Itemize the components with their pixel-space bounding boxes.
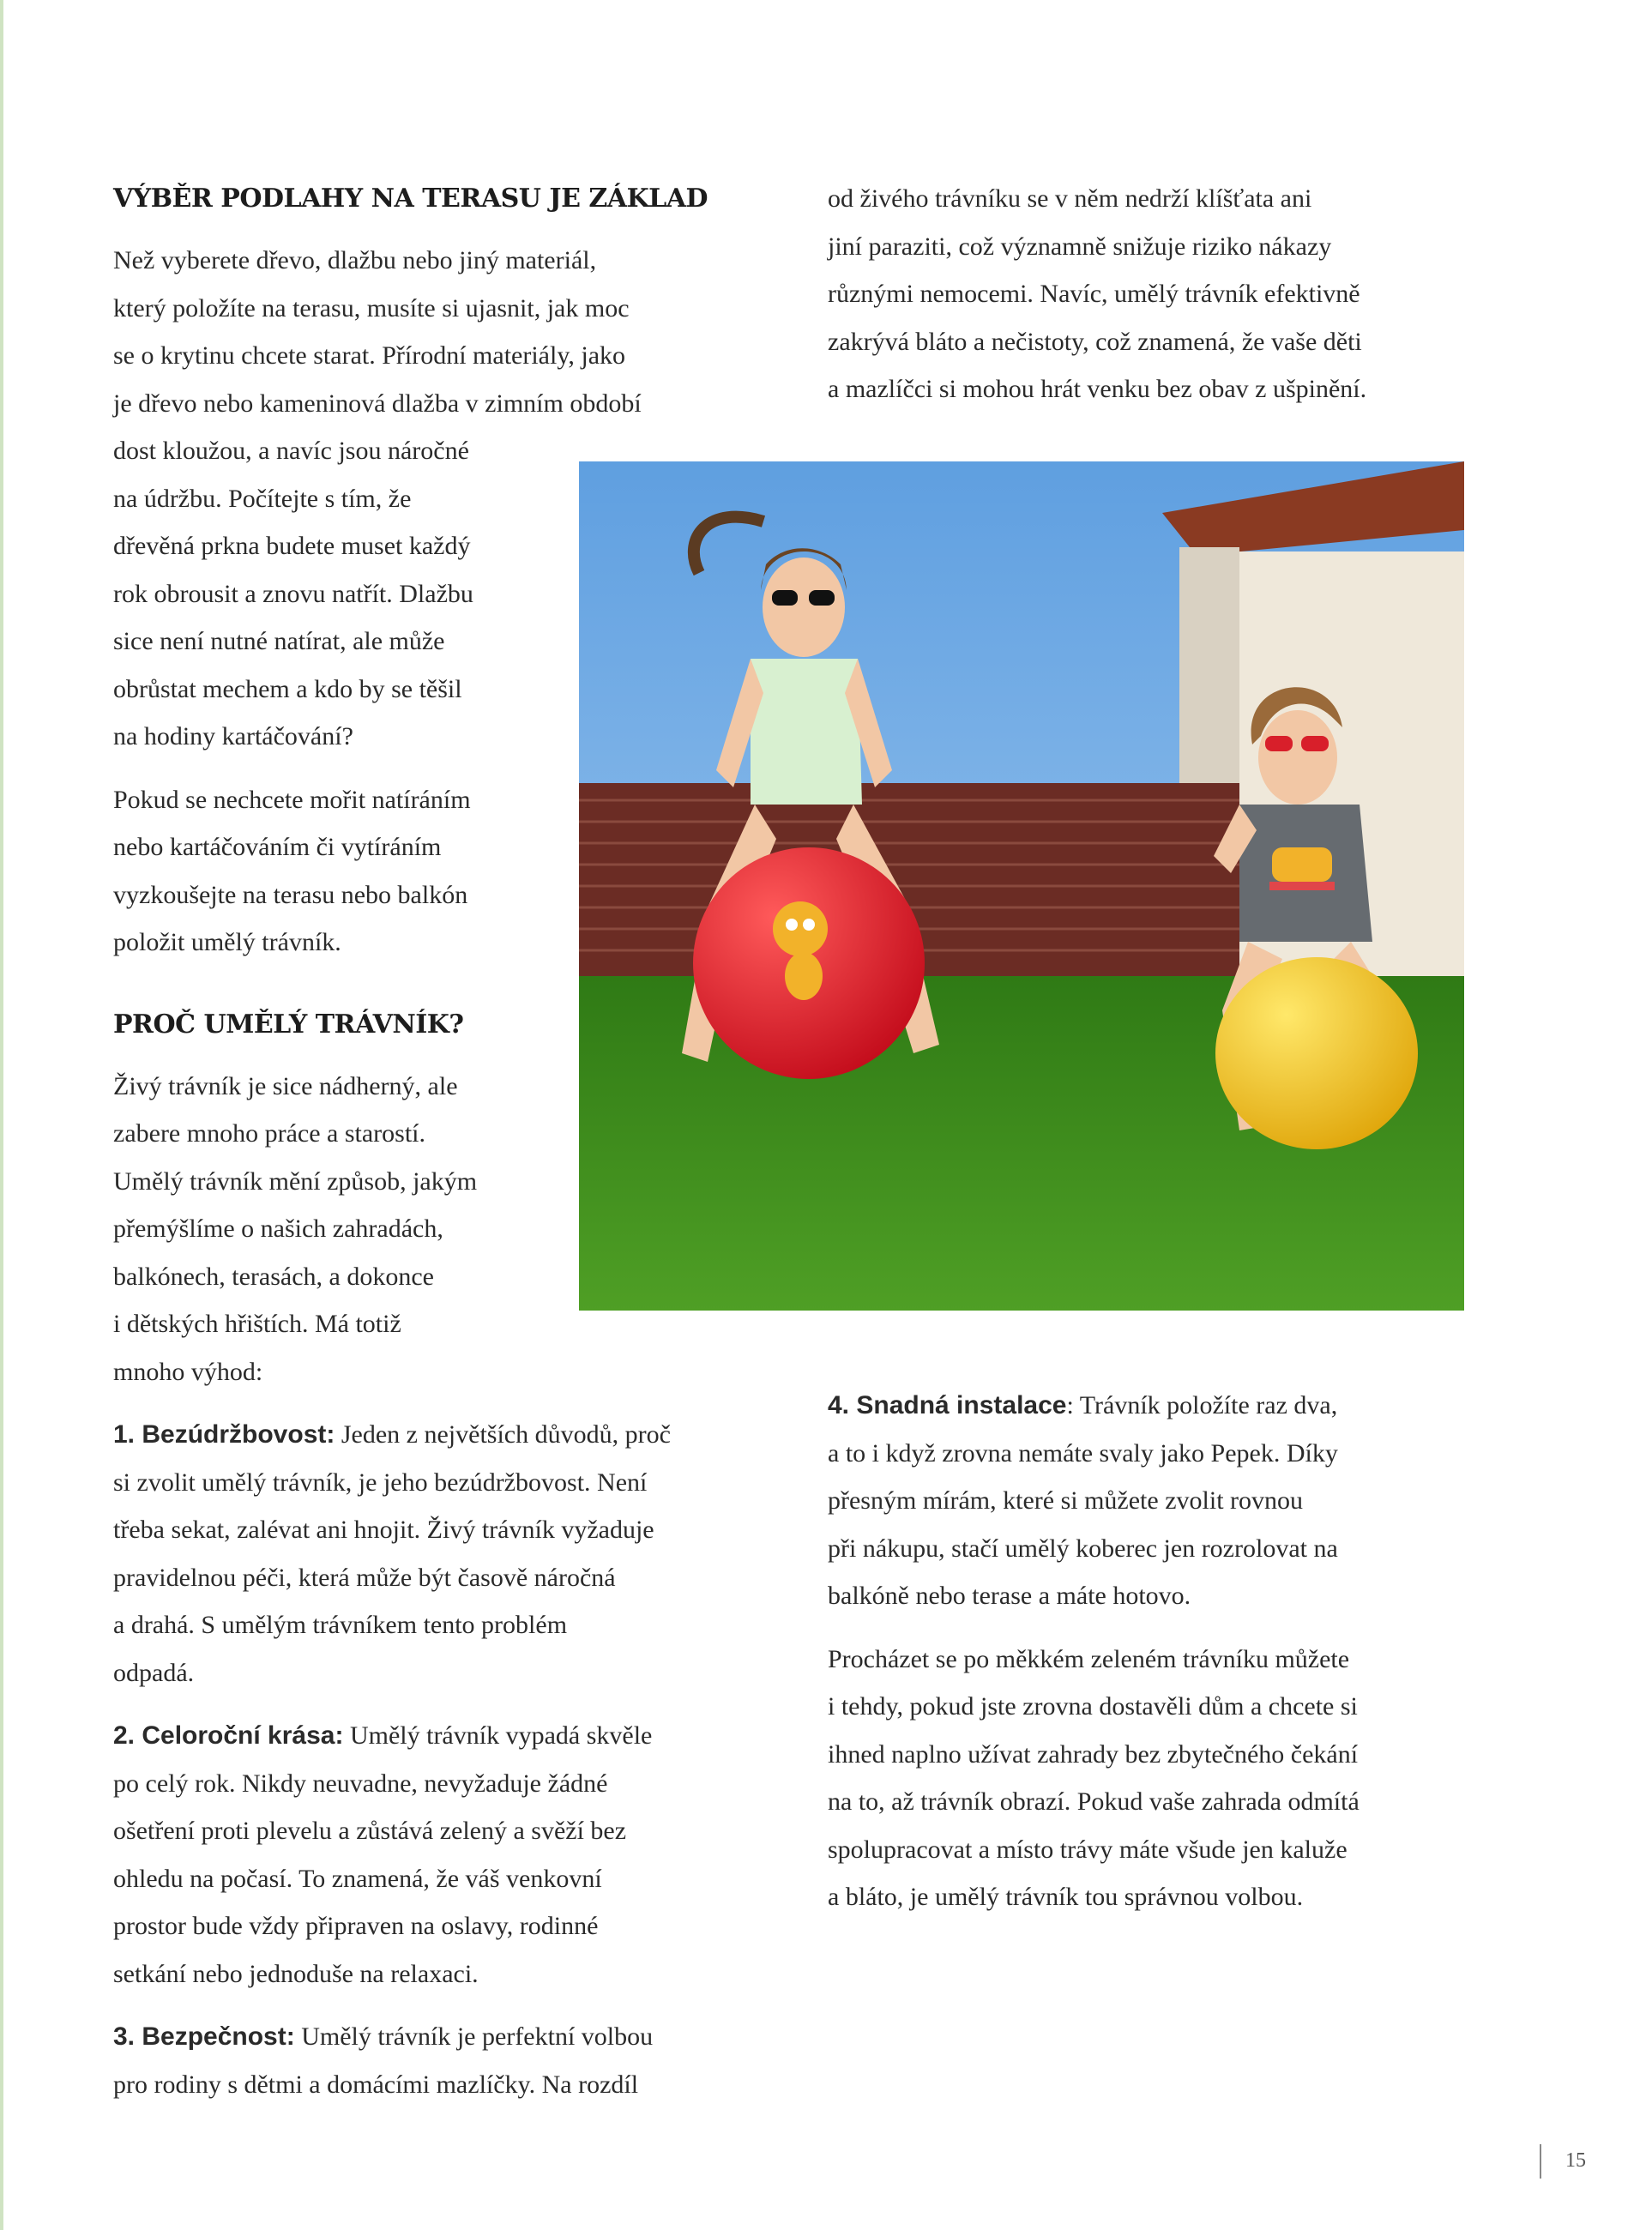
line-text: odpadá. — [113, 1658, 195, 1687]
text-line — [113, 332, 765, 380]
text-line — [113, 2061, 765, 2109]
right-column-bottom — [828, 1382, 1514, 1921]
item-label: 1. Bezúdržbovost: — [113, 1420, 335, 1449]
text-line — [828, 1778, 1514, 1826]
text-line — [113, 1807, 765, 1855]
line-text: který položíte na terasu, musíte si ujasnit, jak moc — [113, 293, 630, 322]
line-text: mnoho výhod: — [113, 1357, 263, 1386]
page-number-divider — [1540, 2144, 1541, 2179]
text-line — [113, 1601, 765, 1649]
line-text: rok obrousit a znovu natřít. Dlažbu — [113, 579, 473, 608]
line-text: Umělý trávník je perfektní volbou — [294, 2022, 654, 2051]
page-edge — [0, 0, 3, 2230]
text-line — [828, 1382, 1514, 1430]
line-text: balkóně nebo terase a máte hotovo. — [828, 1582, 1191, 1610]
item-maintenance — [113, 1411, 765, 1697]
item-label: 2. Celoroční krása: — [113, 1721, 344, 1750]
line-text: na hodiny kartáčování? — [113, 722, 353, 750]
line-text: Umělý trávník mění způsob, jakým — [113, 1166, 478, 1196]
text-line — [113, 1459, 765, 1507]
text-line — [113, 1950, 765, 1998]
heading-terrace: VÝBĚR PODLAHY NA TERASU JE ZÁKLAD — [113, 184, 708, 214]
line-text: Pokud se nechcete mořit natíráním — [113, 785, 471, 814]
text-line — [113, 1760, 765, 1808]
item-label: 4. Snadná instalace — [828, 1391, 1067, 1419]
line-text: a bláto, je umělý trávník tou správnou volbou. — [828, 1883, 1304, 1911]
line-text: nebo kartáčováním či vytíráním — [113, 833, 442, 861]
item-label: 3. Bezpečnost: — [113, 2022, 295, 2051]
text-line — [828, 1826, 1514, 1874]
line-text: Umělý trávník vypadá skvěle — [343, 1721, 653, 1750]
line-text: zabere mnoho práce a starostí. — [113, 1119, 425, 1148]
line-text: a mazlíčci si mohou hrát venku bez obav z ušpinění. — [828, 375, 1367, 403]
line-text: ihned naplno užívat zahrady bez zbytečného čekání — [828, 1739, 1359, 1769]
line-text: je dřevo nebo kameninová dlažba v zimním období — [113, 389, 642, 418]
text-line — [113, 2013, 765, 2061]
yellow-hopper-ball — [1215, 957, 1418, 1149]
item-beauty — [113, 1712, 765, 1998]
text-line — [828, 223, 1514, 271]
item-installation — [828, 1382, 1514, 1620]
line-text: dost kloužou, a navíc jsou náročné — [113, 437, 469, 465]
line-text: třeba sekat, zalévat ani hnojit. Živý trávník vyžaduje — [113, 1516, 654, 1544]
text-line — [113, 1855, 765, 1903]
line-text: ošetření proti plevelu a zůstává zelený a svěží bez — [113, 1817, 627, 1845]
line-text: Živý trávník je sice nádherný, ale — [113, 1071, 458, 1100]
text-line — [113, 237, 765, 285]
heading-why: PROČ UMĚLÝ TRÁVNÍK? — [113, 1009, 464, 1040]
line-text: po celý rok. Nikdy neuvadne, nevyžaduje žádné — [113, 1769, 608, 1798]
line-text: dřevěná prkna budete muset každý — [113, 532, 471, 560]
text-line — [113, 1649, 765, 1697]
line-text: obrůstat mechem a kdo by se těšil — [113, 674, 462, 703]
line-text: od živého trávníku se v něm nedrží klíšťata ani — [828, 184, 1312, 213]
text-line — [113, 1506, 765, 1554]
line-text: zakrývá bláto a nečistoty, což znamená, že vaše děti — [828, 327, 1362, 356]
kids-jumping-photo — [579, 461, 1464, 1311]
page-number: 15 — [1565, 2149, 1586, 2172]
text-line — [828, 1477, 1514, 1525]
line-text: i dětských hřištích. Má totiž — [113, 1310, 401, 1338]
text-line — [113, 1554, 765, 1602]
text-line — [828, 1683, 1514, 1731]
line-text: pro rodiny s dětmi a domácími mazlíčky. Na rozdíl — [113, 2070, 639, 2099]
line-text: si zvolit umělý trávník, je jeho bezúdržbovost. Není — [113, 1468, 648, 1497]
line-text: spolupracovat a místo trávy máte všude jen kaluže — [828, 1835, 1348, 1864]
line-text: sice není nutné natírat, ale může — [113, 627, 445, 655]
text-line — [828, 318, 1514, 366]
text-line — [113, 1902, 765, 1950]
line-text: Než vyberete dřevo, dlažbu nebo jiný materiál, — [113, 246, 597, 274]
line-text: přemýšlíme o našich zahradách, — [113, 1214, 443, 1243]
text-line — [828, 1731, 1514, 1779]
line-text: prostor bude vždy připraven na oslavy, rodinné — [113, 1912, 599, 1940]
line-text: a drahá. S umělým trávníkem tento problém — [113, 1611, 568, 1639]
paragraph-safety-cont — [828, 175, 1514, 413]
item-safety — [113, 2013, 765, 2108]
text-line — [828, 270, 1514, 318]
line-text: různými nemocemi. Navíc, umělý trávník efektivně — [828, 280, 1360, 308]
text-line — [828, 1525, 1514, 1573]
text-line — [828, 1636, 1514, 1684]
text-line — [828, 175, 1514, 223]
line-text: pravidelnou péči, která může být časově náročná — [113, 1563, 616, 1592]
text-line — [113, 380, 765, 428]
line-text: setkání nebo jednoduše na relaxaci. — [113, 1959, 479, 1988]
line-text: Jeden z největších důvodů, proč — [335, 1420, 671, 1449]
line-text: přesným mírám, které si můžete zvolit rovnou — [828, 1486, 1304, 1515]
line-text: na údržbu. Počítejte s tím, že — [113, 484, 412, 513]
text-line — [113, 1712, 765, 1760]
line-text: i tehdy, pokud jste zrovna dostavěli dům a chcete si — [828, 1692, 1358, 1721]
line-text: na to, až trávník obrazí. Pokud vaše zahrada odmítá — [828, 1787, 1360, 1816]
line-text: vyzkoušejte na terasu nebo balkón — [113, 880, 468, 909]
text-line — [828, 365, 1514, 413]
text-line — [113, 1411, 765, 1459]
line-text: při nákupu, stačí umělý koberec jen rozrolovat na — [828, 1534, 1338, 1563]
line-text: Procházet se po měkkém zeleném trávníku můžete — [828, 1644, 1350, 1673]
paragraph-conclusion — [828, 1636, 1514, 1921]
line-text: jiní paraziti, což významně snižuje riziko nákazy — [828, 232, 1332, 261]
text-line — [113, 285, 765, 333]
line-text: ohledu na počasí. To znamená, že váš venkovní — [113, 1864, 602, 1893]
line-text: se o krytinu chcete starat. Přírodní materiály, jako — [113, 341, 626, 370]
line-text: položit umělý trávník. — [113, 928, 341, 956]
line-text: : Trávník položíte raz dva, — [1066, 1391, 1338, 1419]
text-line — [828, 1430, 1514, 1478]
text-line — [828, 1572, 1514, 1620]
text-line — [113, 1348, 765, 1396]
right-column-top — [828, 175, 1514, 413]
line-text: a to i když zrovna nemáte svaly jako Pepek. Díky — [828, 1438, 1338, 1468]
line-text: balkónech, terasách, a dokonce — [113, 1262, 434, 1291]
text-line — [828, 1873, 1514, 1921]
